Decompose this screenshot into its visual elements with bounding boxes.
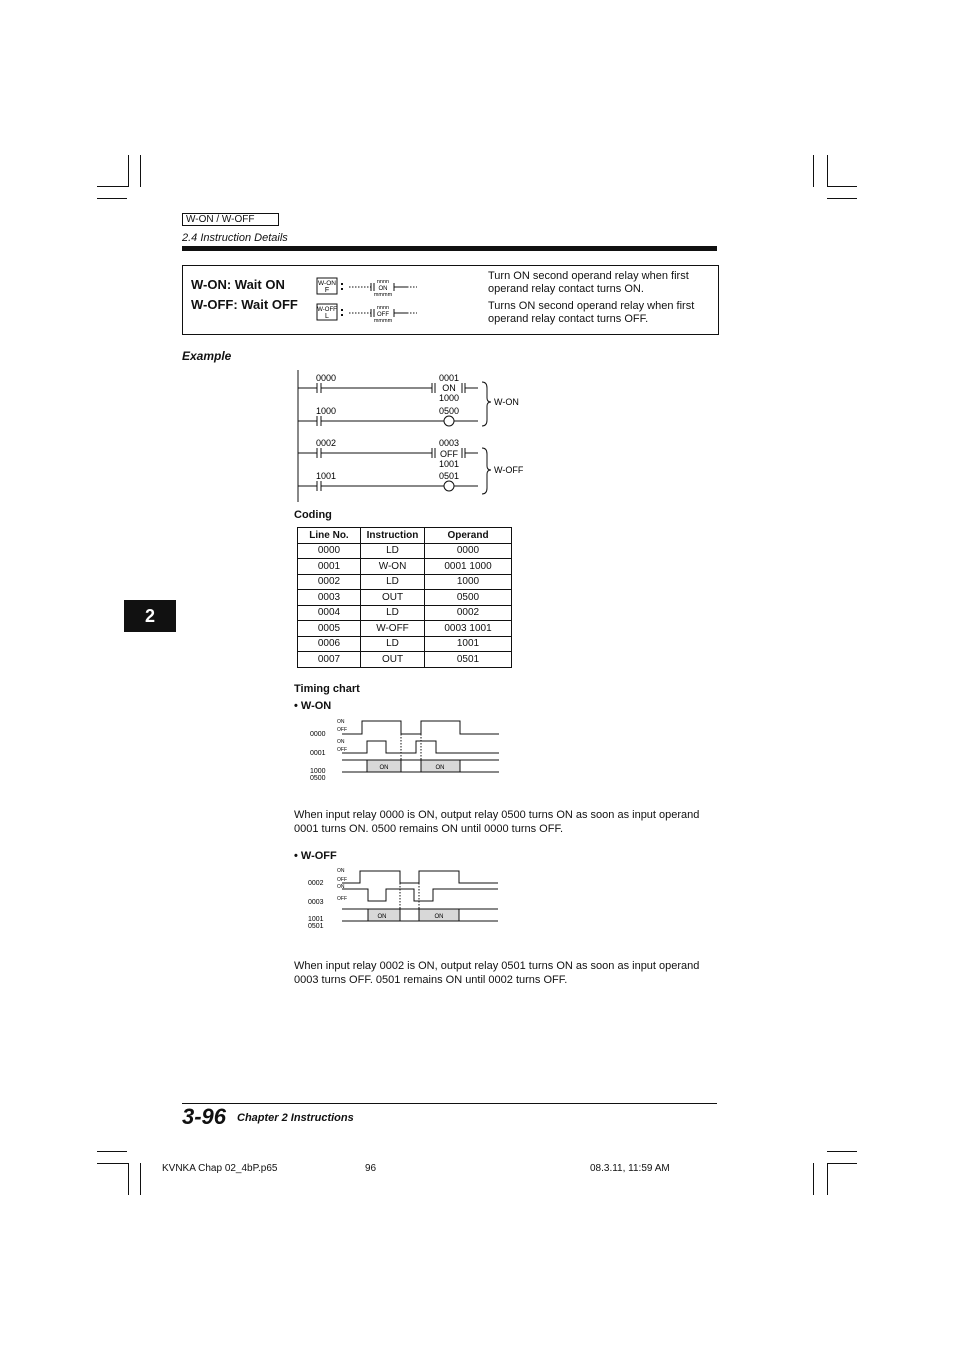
crop-mark [827,1163,828,1195]
rung3-bottom-operand: 1001 [438,459,460,469]
table-row [298,621,512,637]
table-cell: OUT [361,590,425,606]
w-on-explanation: When input relay 0000 is ON, output relay 0500 turns ON as soon as input operand 0001 turns ON. 0500 remains ON until 0000 turns OFF. [294,809,700,835]
crop-mark [128,1163,129,1195]
signal-label: 0003 [308,899,324,906]
timing-chart-label: Timing chart [294,683,360,695]
rung2-contact-label: 1000 [316,406,337,416]
table-cell: 1000 [425,574,512,590]
description-w-on: Turn ON second operand relay when first operand relay contact turns ON. [488,270,689,295]
w-off-symbol-top: nnnn [376,305,390,311]
table-cell: LD [361,605,425,621]
table-cell: 0500 [425,590,512,606]
table-row [298,559,512,575]
brace-label-w-on: W-ON [494,397,519,407]
footer-rule [182,1103,717,1104]
rung3-top-operand: 0003 [438,438,460,448]
level-on-label: ON [337,739,345,745]
brace-label-w-off: W-OFF [494,465,524,475]
table-cell: 0005 [298,621,361,637]
w-off-symbol-mid: OFF [377,312,389,318]
output-label: 1000 [310,768,326,775]
table-cell: 0006 [298,636,361,652]
column-header: Instruction [361,528,425,544]
rung3-contact-label: 0002 [316,438,337,448]
table-cell: 1001 [425,636,512,652]
table-cell: LD [361,574,425,590]
crop-mark [97,186,129,187]
description-w-off: Turns ON second operand relay when first operand relay contact turns OFF. [488,300,695,325]
rung1-top-operand: 0001 [438,373,460,383]
slug-date: 08.3.11, 11:59 AM [590,1163,670,1174]
table-cell: 0001 1000 [425,559,512,575]
on-bar-label: ON [377,914,387,920]
w-on-symbol-name: W-ON [318,280,336,287]
level-off-label: OFF [337,877,347,883]
table-cell: 0004 [298,605,361,621]
w-on-symbol-mid: ON [378,286,388,292]
w-off-symbol-flag: L [325,313,329,320]
title-w-off: W-OFF: Wait OFF [191,297,298,312]
crop-mark [813,155,814,187]
table-cell: 0001 [298,559,361,575]
section-title: 2.4 Instruction Details [182,232,288,244]
timing-chart-w-on [300,714,510,786]
crop-mark [97,198,127,199]
footer-chapter: Chapter 2 Instructions [237,1112,354,1124]
signal-label: 0001 [310,750,326,757]
table-cell: 0501 [425,652,512,668]
ladder-diagram [290,368,540,508]
timing-chart-w-off [300,864,510,936]
level-off-label: OFF [337,727,347,733]
table-row [298,574,512,590]
instruction-box [182,265,719,335]
w-off-explanation: When input relay 0002 is ON, output relay 0501 turns ON as soon as input operand 0003 turns OFF. 0501 remains ON until 0002 turns OFF. [294,960,700,986]
slug-filename: KVNKA Chap 02_4bP.p65 [162,1163,278,1174]
w-off-symbol-name: W-OFF [317,307,337,313]
crop-mark [827,186,857,187]
level-on-label: ON [337,884,345,890]
page-number: 3-96 [182,1104,227,1129]
w-on-symbol-top: nnnn [376,279,390,285]
timing-w-off-label: • W-OFF [294,850,337,862]
column-header: Line No. [298,528,361,544]
crop-mark [140,1163,141,1195]
level-on-label: ON [337,719,345,725]
table-cell: 0007 [298,652,361,668]
table-row [298,590,512,606]
crop-mark [813,1163,814,1195]
table-cell: LD [361,636,425,652]
table-cell: 0000 [298,543,361,559]
instruction-symbols [313,274,423,330]
header-tag: W-ON / W-OFF [182,213,279,226]
table-cell: W-ON [361,559,425,575]
rung1-bottom-operand: 1000 [438,393,460,403]
rung1-contact-label: 0000 [316,373,337,383]
w-on-symbol-bottom: mmmm [373,292,393,298]
chapter-tab: 2 [124,600,176,632]
crop-mark [827,1151,857,1152]
table-cell: 0002 [298,574,361,590]
w-on-symbol-flag: F [324,287,330,294]
table-cell: W-OFF [361,621,425,637]
signal-label: 0002 [308,880,324,887]
rung2-coil-label: 0500 [438,406,460,416]
output-label: 0501 [308,923,324,930]
on-bar-label: ON [379,765,389,771]
table-cell: 0000 [425,543,512,559]
coding-label: Coding [294,509,332,521]
table-cell: LD [361,543,425,559]
crop-mark [827,198,857,199]
crop-mark [140,155,141,187]
slug-page: 96 [365,1163,377,1174]
table-row [298,636,512,652]
rung4-coil-label: 0501 [438,471,460,481]
table-cell: 0003 [298,590,361,606]
header-rule [182,246,717,251]
level-off-label: OFF [337,747,347,753]
example-label: Example [182,349,232,363]
crop-mark [97,1163,129,1164]
table-header-row [298,528,512,544]
rung1-mode: ON [442,383,456,393]
output-label: 0500 [310,775,326,782]
coding-table [297,527,512,668]
table-cell: 0002 [425,605,512,621]
crop-mark [128,155,129,187]
rung3-mode: OFF [440,449,458,459]
signal-label: 0000 [310,731,326,738]
table-cell: OUT [361,652,425,668]
on-bar-label: ON [434,914,444,920]
w-off-symbol-bottom: mmmm [373,318,393,324]
crop-mark [827,1163,857,1164]
table-row [298,652,512,668]
timing-w-on-label: • W-ON [294,700,332,712]
crop-mark [97,1151,127,1152]
on-bar-label: ON [435,765,445,771]
table-cell: 0003 1001 [425,621,512,637]
crop-mark [827,155,828,187]
output-label: 1001 [308,916,324,923]
table-row [298,543,512,559]
rung4-contact-label: 1001 [316,471,337,481]
title-w-on: W-ON: Wait ON [191,277,285,292]
column-header: Operand [425,528,512,544]
level-off-label: OFF [337,896,347,902]
level-on-label: ON [337,868,345,874]
table-row [298,605,512,621]
